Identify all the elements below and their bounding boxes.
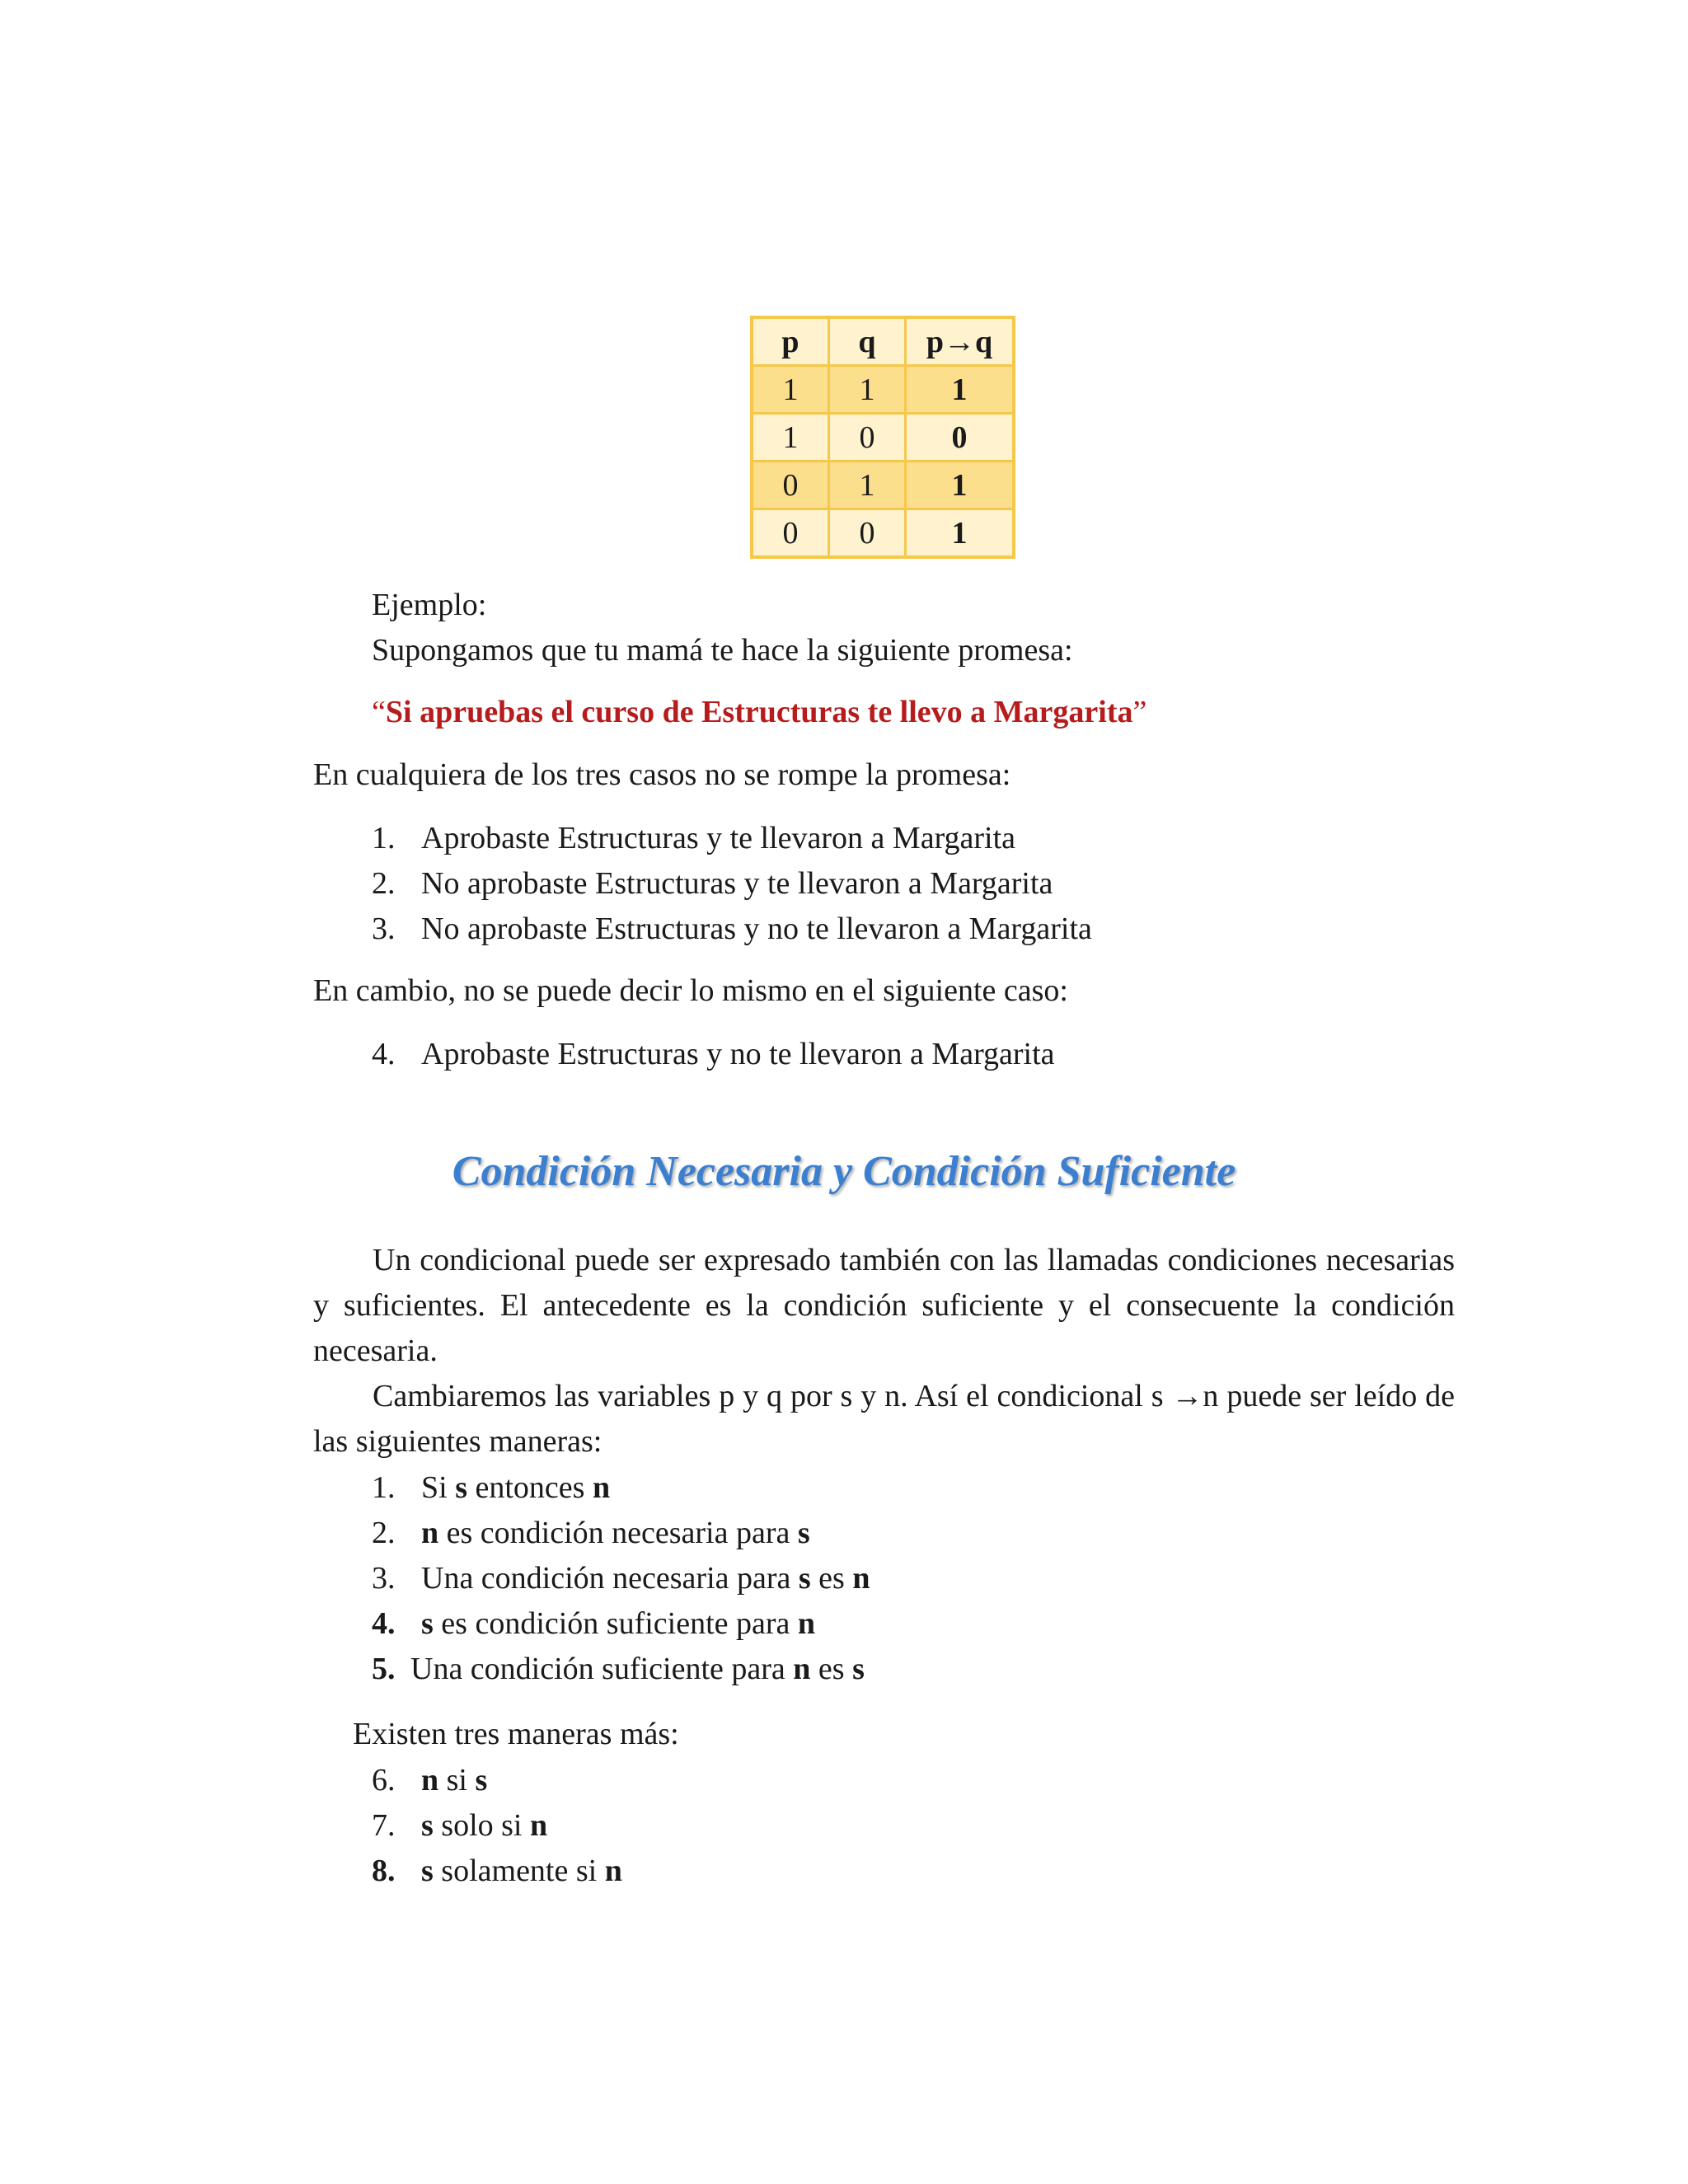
list-item	[372, 1465, 870, 1511]
variable-s: s	[852, 1652, 865, 1686]
variable-s: s	[421, 1808, 434, 1843]
cell-result: 1	[906, 462, 1015, 509]
cell-p: 1	[752, 366, 829, 414]
list-item	[372, 1803, 622, 1849]
variable-s: s	[455, 1470, 467, 1505]
variable-s: s	[797, 1516, 810, 1550]
item-text: No aprobaste Estructuras y no te llevaron a Margarita	[421, 912, 1092, 946]
variable-s: s	[421, 1606, 434, 1641]
item-text: Una condición suficiente para	[410, 1652, 794, 1686]
cases-intro: En cualquiera de los tres casos no se rompe la promesa:	[313, 757, 1011, 792]
item-text: es	[810, 1652, 853, 1686]
item-text: solo si	[433, 1808, 530, 1843]
variable-n: n	[421, 1516, 439, 1550]
example-label: Ejemplo:	[372, 588, 487, 622]
variable-n: n	[797, 1606, 816, 1641]
table-row	[752, 509, 1014, 558]
item-number: 8.	[372, 1854, 396, 1888]
item-number: 1.	[372, 821, 396, 855]
list-item	[372, 1601, 870, 1647]
more-ways-list	[372, 1758, 622, 1894]
contrast-list	[372, 1032, 1055, 1077]
item-number: 6.	[372, 1763, 396, 1797]
list-item	[372, 907, 1092, 952]
header-q: q	[829, 317, 906, 366]
item-number: 4.	[372, 1037, 396, 1071]
variable-n: n	[604, 1854, 622, 1888]
item-number: 3.	[372, 912, 396, 946]
item-number: 4.	[372, 1606, 396, 1641]
item-text: es	[810, 1561, 853, 1596]
variable-n: n	[530, 1808, 548, 1843]
item-text: No aprobaste Estructuras y te llevaron a Margarita	[421, 866, 1053, 901]
cell-result: 1	[906, 366, 1015, 414]
item-number: 3.	[372, 1561, 396, 1596]
item-text: Una condición necesaria para	[421, 1561, 799, 1596]
cases-list	[372, 816, 1092, 952]
open-quote: “	[372, 695, 386, 729]
promise-text: Si apruebas el curso de Estructuras te llevo a Margarita	[385, 695, 1133, 729]
section-heading: Condición Necesaria y Condición Suficiente	[452, 1148, 1236, 1195]
item-text: Si	[421, 1470, 456, 1505]
item-text: si	[438, 1763, 476, 1797]
cell-result: 1	[906, 509, 1015, 558]
item-number: 2.	[372, 1516, 396, 1550]
variable-n: n	[793, 1652, 811, 1686]
list-item	[372, 1556, 870, 1601]
item-text: es condición necesaria para	[438, 1516, 798, 1550]
header-p-implies-q: p→q	[906, 317, 1015, 366]
truth-table	[750, 316, 1015, 559]
variable-n: n	[421, 1763, 439, 1797]
variable-n: n	[852, 1561, 870, 1596]
list-item	[372, 1511, 870, 1556]
cell-q: 0	[829, 509, 906, 558]
list-item	[372, 1647, 870, 1692]
item-text: es condición suficiente para	[433, 1606, 798, 1641]
truth-table-header	[752, 317, 1014, 366]
cell-p: 0	[752, 509, 829, 558]
cell-q: 0	[829, 414, 906, 462]
variable-s: s	[475, 1763, 488, 1797]
header-p: p	[752, 317, 829, 366]
variable-s: s	[421, 1854, 434, 1888]
example-intro: Supongamos que tu mamá te hace la siguiente promesa:	[372, 633, 1073, 668]
item-text: Aprobaste Estructuras y no te llevaron a Margarita	[421, 1037, 1055, 1071]
cell-q: 1	[829, 462, 906, 509]
table-row	[752, 366, 1014, 414]
cell-p: 0	[752, 462, 829, 509]
table-row	[752, 414, 1014, 462]
item-number: 1.	[372, 1470, 396, 1505]
table-row	[752, 462, 1014, 509]
close-quote: ”	[1132, 695, 1147, 729]
item-number: 2.	[372, 866, 396, 901]
list-item	[372, 861, 1092, 907]
paragraph-conditional: Un condicional puede ser expresado también con las llamadas condiciones necesarias y suficientes. El antecedente es la condición suficiente y el consecuente la condición necesaria.	[313, 1243, 1455, 1368]
item-text: Aprobaste Estructuras y te llevaron a Margarita	[421, 821, 1016, 855]
promise-quote	[372, 694, 1146, 732]
contrast-intro: En cambio, no se puede decir lo mismo en el siguiente caso:	[313, 973, 1068, 1008]
cell-q: 1	[829, 366, 906, 414]
list-item	[372, 1032, 1055, 1077]
cell-p: 1	[752, 414, 829, 462]
more-ways-intro: Existen tres maneras más:	[353, 1717, 679, 1751]
item-text: solamente si	[433, 1854, 605, 1888]
variable-n: n	[592, 1470, 611, 1505]
list-item	[372, 1849, 622, 1894]
list-item	[372, 1758, 622, 1803]
ways-list	[372, 1465, 870, 1692]
variable-s: s	[798, 1561, 811, 1596]
cell-result: 0	[906, 414, 1015, 462]
list-item	[372, 816, 1092, 861]
item-number: 5.	[372, 1652, 396, 1686]
paragraph-variables: Cambiaremos las variables p y q por s y n. Así el condicional s →n puede ser leído de las siguientes maneras:	[313, 1379, 1455, 1459]
item-text: entonces	[467, 1470, 593, 1505]
item-number: 7.	[372, 1808, 396, 1843]
